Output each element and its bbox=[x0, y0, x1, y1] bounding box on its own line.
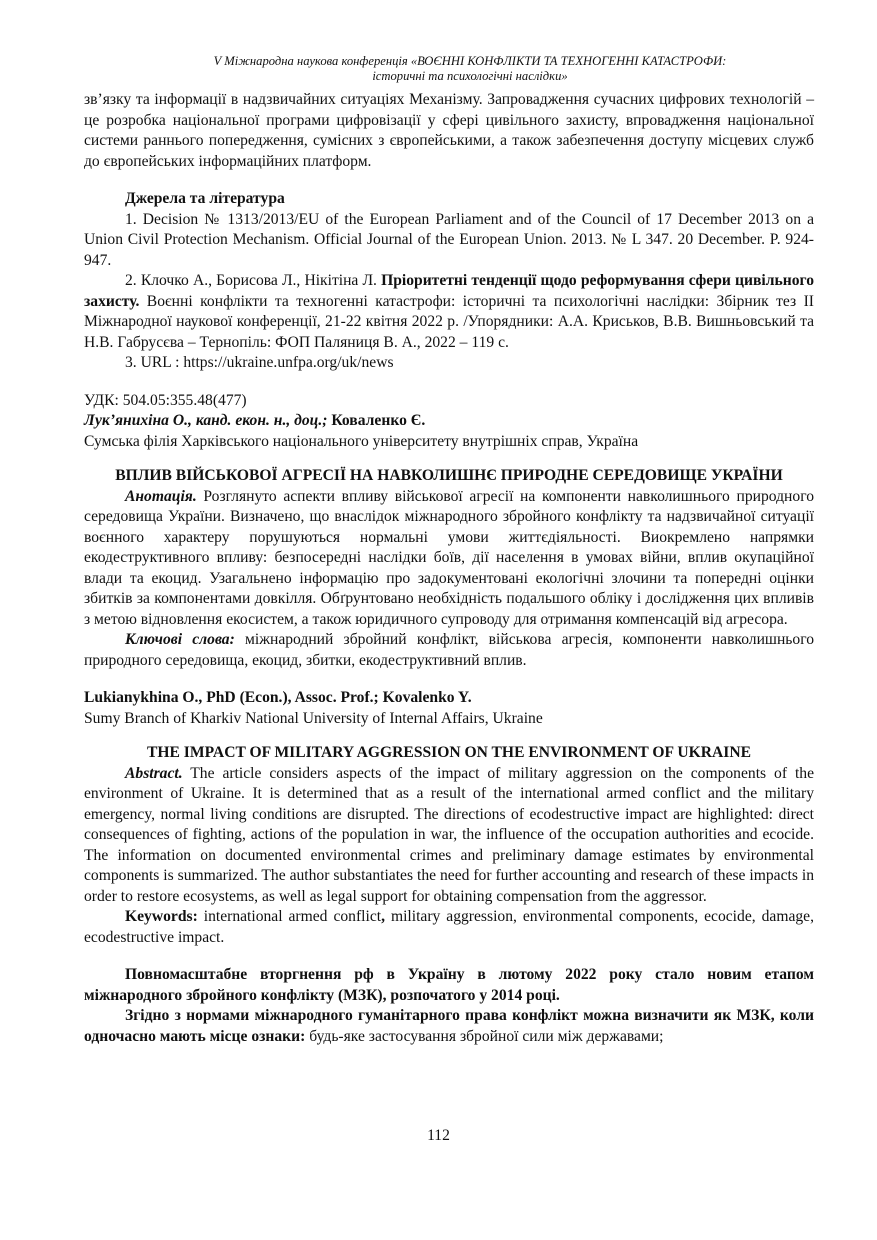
keywords-en-part-1: international armed conflict bbox=[197, 908, 382, 925]
keywords-ua-text: міжнародний збройний конфлікт, військова агресія, компоненти навколишнього природного середовища, екоцид, збитки, екодеструктивний вплив. bbox=[84, 631, 814, 669]
reference-2-authors: 2. Клочко А., Борисова Л., Нікітіна Л. bbox=[125, 272, 382, 289]
keywords-ua-label: Ключові слова: bbox=[125, 631, 235, 648]
keywords-en-comma: , bbox=[381, 908, 385, 925]
udc-code: УДК: 504.05:355.48(477) bbox=[84, 391, 247, 409]
body-paragraph-2-lead: Згідно з нормами міжнародного гуманітарного права конфлікт можна визначити як МЗК, коли одночасно мають місце ознаки: bbox=[84, 1007, 814, 1045]
article-title-en: THE IMPACT OF MILITARY AGGRESSION ON THE ENVIRONMENT OF UKRAINE bbox=[146, 744, 752, 761]
continuation-paragraph: зв’язку та інформації в надзвичайних ситуаціях Механізму. Запровадження сучасних цифрових технологій – це розробка національної програми цифровізації у сфері цивільного захисту, впровадження національної системи раннього попередження, сумісних з європейськими, а також забезпечення доступу місцевих служб до європейських інформаційних платформ. bbox=[84, 91, 814, 170]
annotation-ua bbox=[84, 487, 814, 631]
body-paragraph-2 bbox=[84, 1006, 814, 1047]
reference-2-title: Пріоритетні тенденції щодо реформування сфери цивільного захисту. bbox=[84, 272, 814, 310]
author-ua-2: Коваленко Є. bbox=[327, 412, 426, 429]
running-header-line-2: історичні та психологічні наслідки» bbox=[372, 69, 568, 83]
page-number: 112 bbox=[427, 1127, 450, 1144]
keywords-en-label: Keywords: bbox=[125, 908, 198, 925]
references-heading: Джерела та література bbox=[125, 190, 285, 207]
author-ua-1: Лук’янихіна О., канд. екон. н., доц. bbox=[84, 412, 323, 429]
keywords-en bbox=[84, 907, 814, 948]
abstract-en bbox=[84, 764, 814, 908]
article-title-ua: ВПЛИВ ВІЙСЬКОВОЇ АГРЕСІЇ НА НАВКОЛИШНЄ ПРИРОДНЕ СЕРЕДОВИЩЕ УКРАЇНИ bbox=[115, 467, 783, 484]
abstract-text: The article considers aspects of the impact of military aggression on the components of the environment of Ukraine. It is determined that as a result of the international armed conflict and the military emergency, normal living conditions are disrupted. The directions of ecodestructive impact are highlighted: direct consequences of fighting, actions of the population in war, the influence of the occupation authorities and ecocide. The information on documented environmental crimes and preliminary damage estimates by environmental components is summarized. The author substantiates the need for further accounting and research of these impacts in order to restore ecosystems, as well as legal support for obtaining compensation from the aggressor. bbox=[84, 764, 814, 905]
reference-3: 3. URL : https://ukraine.unfpa.org/uk/news bbox=[125, 354, 394, 371]
affiliation-ua: Сумська філія Харківського національного університету внутрішніх справ, Україна bbox=[84, 432, 639, 450]
reference-1: 1. Decision № 1313/2013/EU of the European Parliament and of the Council of 17 December 2013 on a Union Civil Protection Mechanism. Official Journal of the European Union. 2013. № L 347. 20 December. P. 924-947. bbox=[84, 210, 814, 269]
annotation-text: Розглянуто аспекти впливу військової агресії на компоненти навколишнього природного середовища України. Визначено, що внаслідок міжнародного збройного конфлікту та надзвичайної ситуації воєнного характеру порушуються нормальні умови життєдіяльності. Виокремлено напрямки екодеструктивного впливу: безпосередні наслідки боїв, дії населення в умовах війни, вплив окупаційної влади та екоцид. Узагальнено інформацію про задокументовані екологічні злочини та попередні оцінки збитків за компонентами довкілля. Обґрунтовано необхідність подальшого обліку і дослідження цих впливів з метою відновлення екосистем, а також юридичного супроводу для отримання компенсацій від агресора. bbox=[84, 487, 814, 628]
page-body bbox=[84, 90, 814, 1047]
running-header-line-1: V Міжнародна наукова конференція «ВОЄННІ КОНФЛІКТИ ТА ТЕХНОГЕННІ КАТАСТРОФИ: bbox=[213, 54, 727, 68]
affiliation-en: Sumy Branch of Kharkiv National University of Internal Affairs, Ukraine bbox=[84, 709, 543, 727]
authors-ua bbox=[84, 411, 814, 432]
body-paragraph-2-text: будь-яке застосування збройної сили між державами; bbox=[305, 1027, 664, 1045]
running-header bbox=[100, 54, 840, 84]
author-separator: ; bbox=[322, 412, 328, 429]
abstract-label: Abstract. bbox=[125, 764, 183, 782]
authors-en: Lukianykhina O., PhD (Econ.), Assoc. Prof.; Kovalenko Y. bbox=[84, 689, 472, 706]
annotation-label: Анотація. bbox=[125, 487, 197, 505]
reference-2 bbox=[84, 271, 814, 353]
keywords-en-part-2: military aggression, environmental components, ecocide, damage, ecodestructive impact. bbox=[84, 908, 814, 946]
body-paragraph-1: Повномасштабне вторгнення рф в Україну в лютому 2022 року стало новим етапом міжнародного збройного конфлікту (МЗК), розпочатого у 2014 році. bbox=[84, 966, 814, 1004]
keywords-ua bbox=[84, 630, 814, 671]
reference-2-source: Воєнні конфлікти та техногенні катастрофи: історичні та психологічні наслідки: Збірник тез II Міжнародної наукової конференції, 21-22 квітня 2022 р. /Упорядники: А.А. Криськов, В.В. Вишньовський та Н.В. Габрусєва – Тернопіль: ФОП Паляниця В. А., 2022 – 119 с. bbox=[84, 292, 814, 351]
